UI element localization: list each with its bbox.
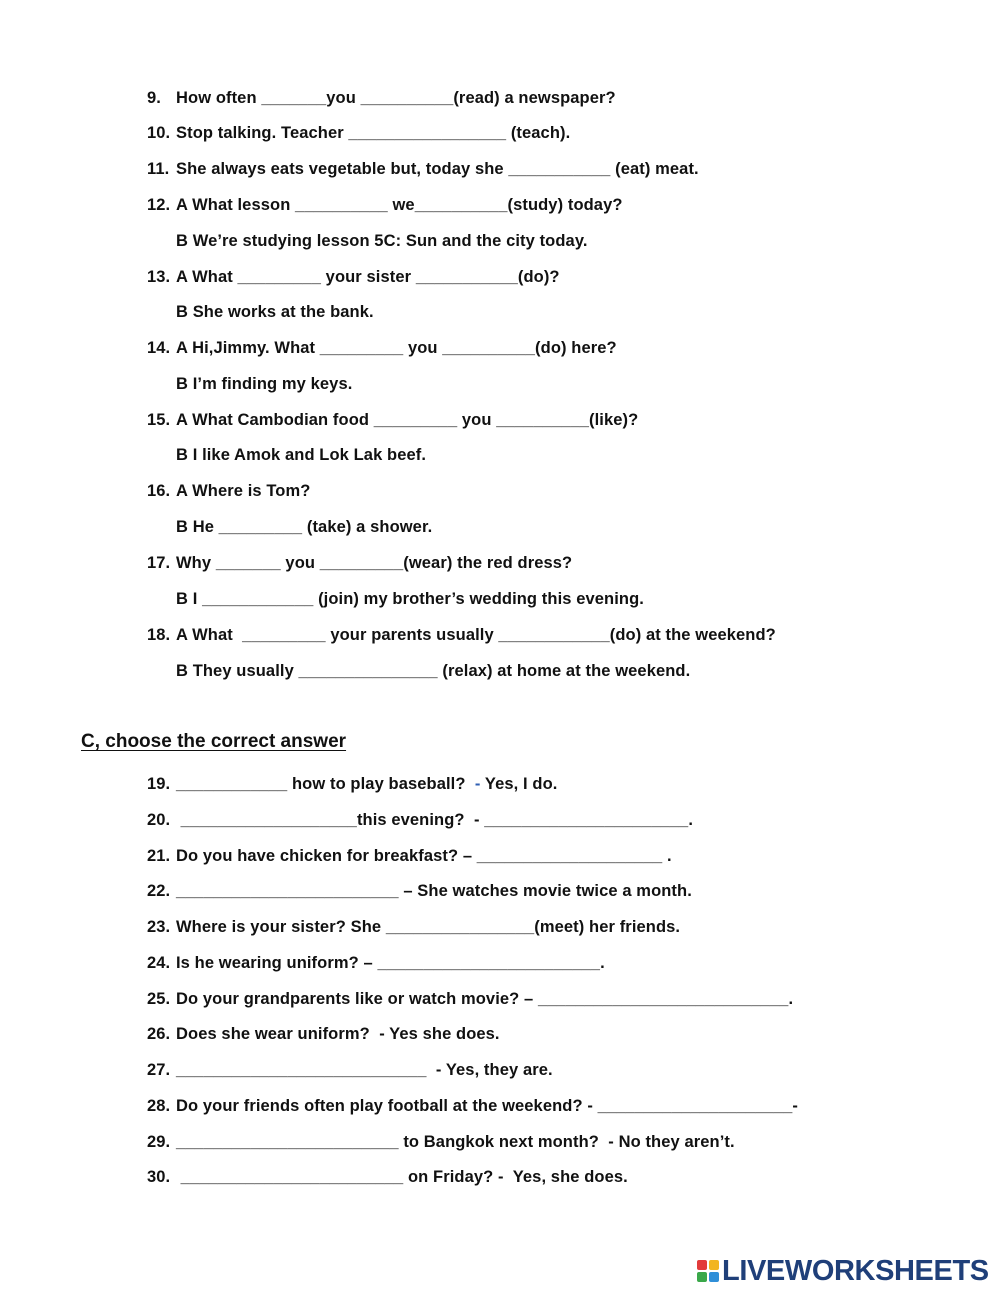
item-text	[176, 1128, 735, 1156]
item-text	[176, 770, 557, 798]
item-text-before: ________________________ on Friday? - Yes, she does.	[176, 1168, 628, 1186]
item-text	[176, 949, 605, 977]
item-text: B We’re studying lesson 5C: Sun and the city today.	[176, 232, 588, 250]
item-number: 27.	[147, 1061, 171, 1079]
item-text	[176, 1163, 628, 1191]
item-number: 23.	[147, 918, 171, 936]
item-number: 28.	[147, 1097, 171, 1115]
item-text-before: Where is your sister? She ________________(meet) her friends.	[176, 918, 681, 936]
logo-cube-green	[697, 1272, 707, 1282]
item-text	[176, 1092, 798, 1120]
item-text-before: ________________________ – She watches movie twice a month.	[176, 882, 692, 900]
item-number: 26.	[147, 1025, 171, 1043]
item-text: A Where is Tom?	[176, 482, 311, 500]
item-text: A What Cambodian food _________ you __________(like)?	[176, 411, 639, 429]
item-dash: -	[474, 775, 481, 793]
item-number: 19.	[147, 775, 171, 793]
item-number: 10.	[147, 124, 171, 142]
item-text: How often _______you __________(read) a newspaper?	[176, 89, 616, 107]
item-text: B I ____________ (join) my brother’s wedding this evening.	[176, 590, 644, 608]
item-text-after: Yes, I do.	[480, 775, 558, 793]
logo-cube-blue	[709, 1272, 719, 1282]
item-text-before: ___________________________ - Yes, they are.	[176, 1061, 553, 1079]
item-text: A What lesson __________ we__________(study) today?	[176, 196, 623, 214]
item-number: 16.	[147, 482, 171, 500]
item-text-before: Is he wearing uniform? – ________________________.	[176, 954, 605, 972]
logo-cubes-icon	[697, 1260, 719, 1282]
item-text	[176, 877, 692, 905]
item-text: She always eats vegetable but, today she ___________ (eat) meat.	[176, 160, 699, 178]
item-number: 9.	[147, 89, 161, 107]
item-number: 29.	[147, 1133, 171, 1151]
item-number: 24.	[147, 954, 171, 972]
item-text	[176, 842, 672, 870]
item-text	[176, 1020, 500, 1048]
item-number: 17.	[147, 554, 171, 572]
item-text	[176, 985, 793, 1013]
item-number: 30.	[147, 1168, 171, 1186]
item-text-before: Does she wear uniform? - Yes she does.	[176, 1025, 500, 1043]
item-number: 21.	[147, 847, 171, 865]
item-number: 14.	[147, 339, 171, 357]
item-text-before: Do your grandparents like or watch movie? – ___________________________.	[176, 990, 794, 1008]
item-number: 15.	[147, 411, 171, 429]
item-number: 11.	[147, 160, 170, 178]
item-text-before: Do you have chicken for breakfast? – ____________________ .	[176, 847, 672, 865]
item-text	[176, 806, 693, 834]
item-number: 13.	[147, 268, 171, 286]
item-text: B She works at the bank.	[176, 303, 374, 321]
item-text: A What _________ your sister ___________(do)?	[176, 268, 560, 286]
item-number: 25.	[147, 990, 171, 1008]
logo-cube-yellow	[709, 1260, 719, 1270]
item-text-before: ___________________this evening? - ______________________.	[176, 811, 693, 829]
item-text: B They usually _______________ (relax) at home at the weekend.	[176, 662, 691, 680]
item-text: B He _________ (take) a shower.	[176, 518, 433, 536]
liveworksheets-logo	[697, 1254, 989, 1288]
item-text-before: Do your friends often play football at the weekend? - _____________________-	[176, 1097, 799, 1115]
item-text	[176, 1056, 553, 1084]
logo-text: LIVEWORKSHEETS	[722, 1254, 989, 1287]
logo-cube-red	[697, 1260, 707, 1270]
item-text: A What _________ your parents usually ____________(do) at the weekend?	[176, 626, 776, 644]
item-number: 22.	[147, 882, 171, 900]
item-text: B I’m finding my keys.	[176, 375, 353, 393]
item-number: 20.	[147, 811, 171, 829]
item-text: B I like Amok and Lok Lak beef.	[176, 446, 427, 464]
item-text-before: ____________ how to play baseball?	[176, 775, 475, 793]
item-text-before: ________________________ to Bangkok next month? - No they aren’t.	[176, 1133, 735, 1151]
item-text	[176, 913, 680, 941]
item-text: Why _______ you _________(wear) the red dress?	[176, 554, 573, 572]
item-number: 18.	[147, 626, 171, 644]
item-text: Stop talking. Teacher _________________ (teach).	[176, 124, 571, 142]
item-number: 12.	[147, 196, 171, 214]
item-text: A Hi,Jimmy. What _________ you __________(do) here?	[176, 339, 617, 357]
section-c-heading: C, choose the correct answer	[81, 731, 347, 752]
